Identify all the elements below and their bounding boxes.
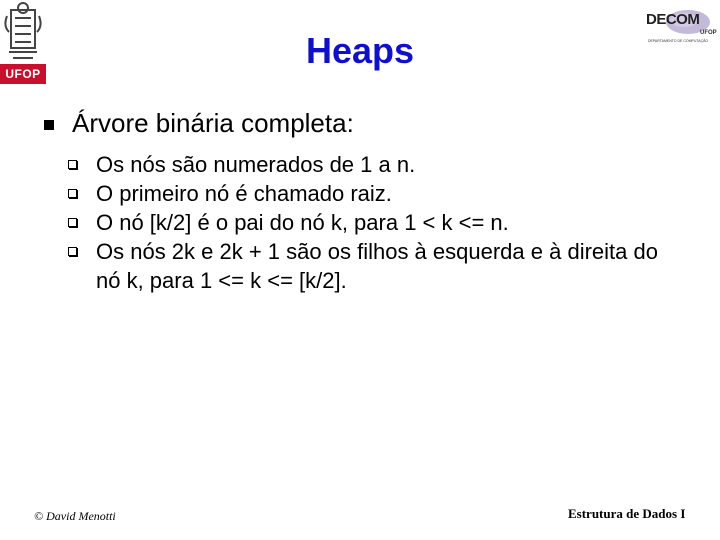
list-item-text: Os nós 2k e 2k + 1 são os filhos à esquerda e à direita do nó k, para 1 <= k <= [k/2]. bbox=[96, 239, 658, 293]
decom-mark: DECOM bbox=[646, 11, 700, 28]
slide-title: Heaps bbox=[305, 30, 415, 71]
checkbox-bullet-icon bbox=[68, 218, 77, 227]
list-item-text: Os nós são numerados de 1 a n. bbox=[96, 152, 416, 177]
checkbox-bullet-icon bbox=[68, 189, 77, 198]
list-item bbox=[68, 237, 688, 295]
list-item bbox=[68, 179, 688, 208]
list-item-text: O primeiro nó é chamado raiz. bbox=[96, 181, 392, 206]
slide-heading: Árvore binária completa: bbox=[72, 108, 354, 138]
list-item bbox=[68, 150, 688, 179]
footer-course: Estrutura de Dados I bbox=[568, 506, 686, 521]
decom-dept-label: DEPARTAMENTO DE COMPUTAÇÃO bbox=[648, 39, 709, 43]
decom-ufop-label: UFOP bbox=[700, 30, 717, 36]
list-item bbox=[68, 208, 688, 237]
checkbox-bullet-icon bbox=[68, 160, 77, 169]
list-item-text: O nó [k/2] é o pai do nó k, para 1 < k <= n. bbox=[96, 210, 509, 235]
ufop-label: UFOP bbox=[0, 64, 46, 84]
checkbox-bullet-icon bbox=[68, 247, 77, 256]
footer-author: © David Menotti bbox=[34, 509, 116, 523]
sub-bullet-list bbox=[68, 150, 688, 295]
main-bullet-icon bbox=[44, 120, 54, 130]
